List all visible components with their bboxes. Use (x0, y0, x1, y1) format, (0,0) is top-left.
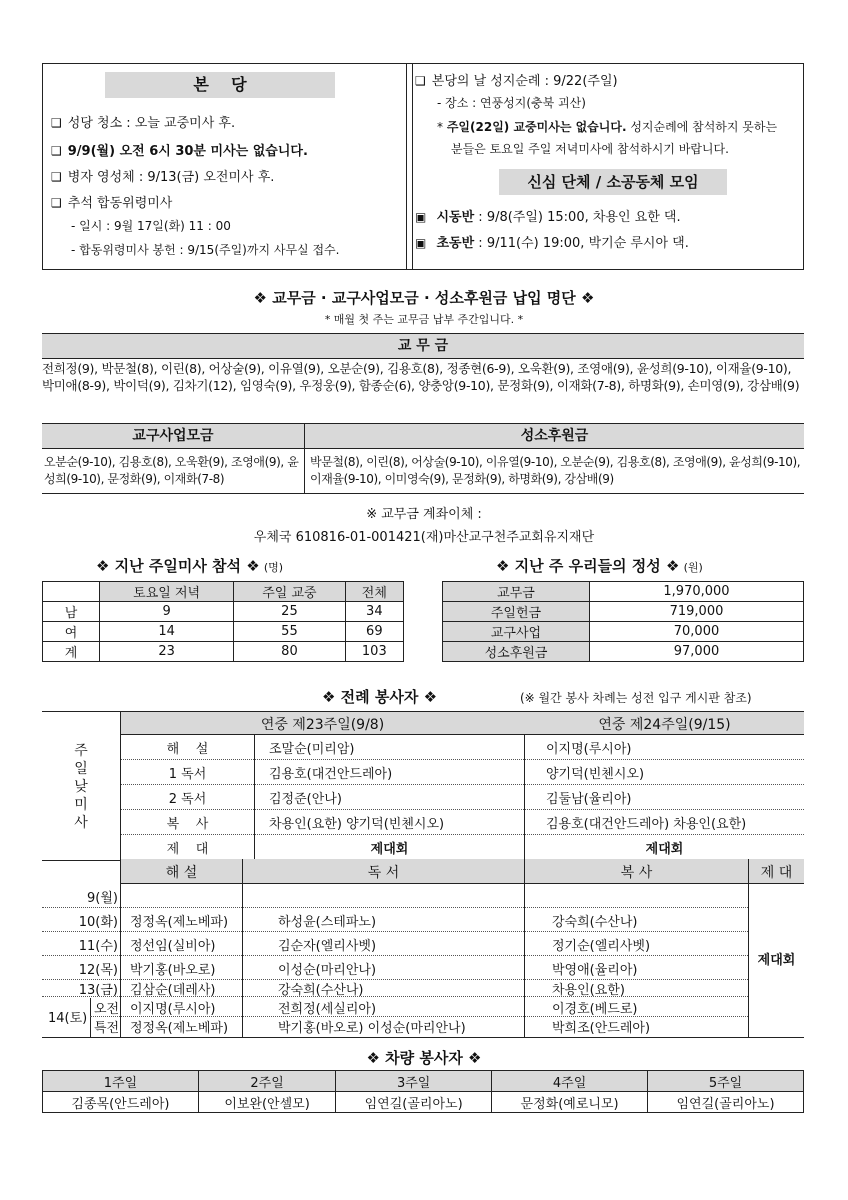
group-chodong (415, 232, 689, 251)
attendance-corner (43, 582, 100, 602)
liturgy-server: 제대회 (370, 842, 409, 857)
saturday-slot: 특전 (94, 1021, 120, 1036)
dues-split-table (42, 423, 804, 494)
attendance-cell: 9 (100, 602, 234, 622)
weekday-header: 복 사 (620, 865, 653, 881)
attendance-cell: 69 (345, 622, 403, 642)
weekday-day: 10(화) (78, 915, 118, 930)
liturgy-server: 양기덕(빈첸시오) (546, 767, 645, 782)
saturday-commentator: 정정옥(제노베파) (130, 1021, 229, 1036)
offerings-label: 성소후원금 (443, 642, 590, 662)
liturgy-row (121, 735, 804, 760)
attendance-cell: 34 (345, 602, 403, 622)
vehicle-week: 5주일 (648, 1071, 804, 1092)
vehicle-week: 1주일 (43, 1071, 199, 1092)
weekday-altar: 제대회 (757, 953, 796, 968)
vehicle-week: 4주일 (492, 1071, 648, 1092)
attendance-col-header: 전체 (345, 582, 403, 602)
parish-title: 본 당 (105, 72, 335, 98)
memorial-offering: - 합동위령미사 봉헌 : 9/15(주일)까지 사무실 접수. (71, 243, 340, 257)
group-sidong (415, 206, 681, 225)
vehicle-week-row (43, 1071, 804, 1092)
pilgrimage-note (437, 118, 777, 135)
vehicle-driver: 이보완(안셀모) (198, 1092, 335, 1113)
account-title: ※ 교무금 계좌이체 : (366, 507, 482, 522)
liturgy-sunday-block (42, 711, 804, 861)
vehicle-driver: 임연길(골리아노) (648, 1092, 804, 1113)
attendance-cell: 25 (234, 602, 345, 622)
liturgy-col2: 연중 제24주일(9/15) (598, 717, 731, 733)
weekday-reader: 하성윤(스테파노) (278, 915, 377, 930)
liturgy-row (121, 835, 804, 859)
group-title: 신심 단체 / 소공동체 모임 (499, 169, 727, 195)
attendance-heading (96, 555, 283, 576)
weekday-commentator: 정정옥(제노베파) (130, 915, 229, 930)
offerings-table (442, 581, 804, 662)
weekday-reader: 김순자(엘리사벳) (278, 939, 377, 954)
attendance-title: ❖ 지난 주일미사 참석 ❖ (96, 557, 260, 575)
pilgrimage-place: - 장소 : 연풍성지(충북 괴산) (437, 96, 586, 110)
vehicle-table (42, 1070, 804, 1113)
vehicle-driver: 문정화(예로니모) (492, 1092, 648, 1113)
attendance-cell: 남 (43, 602, 100, 622)
liturgy-role: 1 독서 (168, 767, 207, 782)
weekday-row (42, 956, 748, 980)
offerings-heading (496, 555, 703, 576)
vehicle-week: 3주일 (336, 1071, 492, 1092)
saturday-commentator: 이지명(루시아) (130, 1002, 216, 1017)
vehicle-title: ❖ 차량 봉사자 ❖ (366, 1049, 482, 1067)
liturgy-server: 차용인(요한) 양기덕(빈첸시오) (269, 817, 445, 832)
liturgy-row (121, 760, 804, 785)
weekday-header: 독 서 (367, 865, 400, 881)
saturday-row (90, 1017, 748, 1036)
saturday-slot: 오전 (94, 1002, 120, 1017)
offerings-amount: 97,000 (590, 642, 804, 662)
diocese-names: 오분순(9-10), 김용호(8), 오욱환(9), 조영애(9), 윤성희(9-10), 문정화(9), 이재화(7-8) (44, 455, 299, 486)
group-text: : 9/8(주일) 15:00, 차용인 요한 댁. (474, 210, 681, 225)
vocation-names: 박문철(8), 이린(8), 어상술(9-10), 이유열(9-10), 오분순(9), 김용호(8), 조영애(9), 윤성희(9-10), 이재율(9-10), 이미영숙(9), 문정화(9), 하명화(9), 강삼배(9) (310, 455, 801, 486)
attendance-table (42, 581, 404, 662)
gyomu-title: 교 무 금 (42, 333, 804, 359)
offerings-title: ❖ 지난 주 우리들의 정성 ❖ (496, 557, 680, 575)
dues-heading: ❖ 교무금 · 교구사업모금 · 성소후원금 납입 명단 ❖ (253, 289, 595, 307)
saturday-row (90, 998, 748, 1017)
weekday-row (42, 980, 748, 997)
liturgy-row (121, 785, 804, 810)
saturday-label: 14(토) (48, 1011, 88, 1026)
notice-cleaning: ❑ 성당 청소 : 오늘 교중미사 후. (51, 112, 235, 131)
offerings-row (443, 622, 804, 642)
group-text: : 9/11(수) 19:00, 박기순 루시아 댁. (474, 236, 689, 251)
vehicle-driver: 김종목(안드레아) (43, 1092, 199, 1113)
offerings-label: 주일헌금 (443, 602, 590, 622)
liturgy-col1: 연중 제23주일(9/8) (260, 717, 385, 733)
parish-notice-box (42, 63, 413, 270)
weekday-row (42, 932, 748, 956)
saturday-server: 이경호(베드로) (552, 1002, 638, 1017)
gyomu-names: 전희정(9), 박문철(8), 이린(8), 어상술(9), 이유열(9), 오분순(9), 김용호(8), 정종현(6-9), 오욱환(9), 조영애(9), 윤성희(9-10), 이재율(9-10), 박미애(8-9), 박이덕(9), 김차기(12), 임영숙(9), 우정웅(9), 함종순(6), 양충앙(9-10), 문정화(9), 이재화(7-8), 하명화(9), 손미영(9), 강삼배(9) (42, 361, 800, 393)
notice-memorial-mass: ❑ 추석 합동위령미사 (51, 192, 172, 211)
weekday-reader: 이성순(마리안나) (278, 963, 377, 978)
vehicle-week: 2주일 (198, 1071, 335, 1092)
liturgy-server: 제대회 (645, 842, 684, 857)
offerings-row (443, 602, 804, 622)
weekday-day: 9(월) (87, 891, 118, 906)
saturday-reader: 전희정(세실리아) (278, 1002, 377, 1017)
weekday-row (42, 908, 748, 932)
divider (748, 859, 749, 1037)
attendance-col-header: 주일 교중 (234, 582, 345, 602)
attendance-cell: 14 (100, 622, 234, 642)
liturgy-server: 김용호(대건안드레아) (269, 767, 393, 782)
liturgy-note: (※ 월간 봉사 차례는 성전 입구 게시판 참조) (520, 691, 752, 705)
offerings-amount: 1,970,000 (590, 582, 804, 602)
liturgy-role: 2 독서 (168, 792, 207, 807)
dues-subnote: * 매월 첫 주는 교무금 납부 주간입니다. * (324, 313, 524, 326)
weekday-header: 해 설 (165, 865, 198, 881)
attendance-cell: 80 (234, 642, 345, 662)
liturgy-role: 복 사 (166, 817, 209, 832)
saturday-server: 박희조(안드레아) (552, 1021, 651, 1036)
offerings-label: 교무금 (443, 582, 590, 602)
attendance-row (43, 602, 404, 622)
liturgy-server: 김둘남(율리아) (546, 792, 632, 807)
vocation-title: 성소후원금 (305, 424, 804, 449)
weekday-reader: 강숙희(수산나) (278, 983, 364, 998)
liturgy-server: 조말순(미리암) (269, 742, 355, 757)
diocese-title: 교구사업모금 (42, 424, 305, 449)
account-text: 우체국 610816-01-001421(재)마산교구천주교회유지재단 (253, 530, 595, 545)
weekday-day: 13(금) (78, 983, 118, 998)
offerings-row (443, 582, 804, 602)
weekday-header: 제 대 (760, 865, 793, 881)
attendance-cell: 55 (234, 622, 345, 642)
sunday-mass-label: 주일낮미사 (74, 743, 88, 831)
note-star: * (437, 120, 443, 134)
weekday-commentator: 김삼순(데레사) (130, 983, 216, 998)
weekday-commentator: 박기홍(바오로) (130, 963, 216, 978)
weekday-row (42, 884, 748, 908)
weekday-server: 강숙희(수산나) (552, 915, 638, 930)
attendance-col-header: 토요일 저녁 (100, 582, 234, 602)
weekday-server: 정기순(엘리사벳) (552, 939, 651, 954)
attendance-row (43, 622, 404, 642)
liturgy-server: 김정준(안나) (269, 792, 342, 807)
offerings-amount: 70,000 (590, 622, 804, 642)
vehicle-driver: 임연길(골리아노) (336, 1092, 492, 1113)
attendance-cell: 여 (43, 622, 100, 642)
attendance-unit: (명) (263, 561, 284, 574)
note-rest: 성지순례에 참석하지 못하는 (626, 120, 778, 134)
attendance-cell: 계 (43, 642, 100, 662)
pilgrimage-date: ❑ 본당의 날 성지순례 : 9/22(주일) (415, 70, 618, 89)
pilgrimage-box (406, 63, 804, 270)
attendance-cell: 23 (100, 642, 234, 662)
weekday-server: 박영애(율리아) (552, 963, 638, 978)
notice-sick-communion: ❑ 병자 영성체 : 9/13(금) 오전미사 후. (51, 166, 274, 185)
liturgy-server: 김용호(대건안드레아) 차용인(요한) (546, 817, 747, 832)
group-name: 초동반 (436, 236, 475, 251)
liturgy-role: 해 설 (166, 742, 209, 757)
attendance-row (43, 642, 404, 662)
liturgy-row (121, 810, 804, 835)
offerings-unit: (원) (683, 561, 703, 574)
group-name: 시동반 (436, 210, 475, 225)
attendance-cell: 103 (345, 642, 403, 662)
weekday-server: 차용인(요한) (552, 983, 625, 998)
offerings-row (443, 642, 804, 662)
memorial-date: - 일시 : 9월 17일(화) 11 : 00 (71, 219, 231, 233)
notice-no-mass: ❑ 9/9(월) 오전 6시 30분 미사는 없습니다. (51, 140, 308, 159)
weekday-day: 11(수) (78, 939, 118, 954)
diocese-divider (304, 448, 305, 494)
liturgy-title: ❖ 전례 봉사자 ❖ (322, 688, 438, 706)
weekday-commentator: 정선임(실비아) (130, 939, 216, 954)
offerings-amount: 719,000 (590, 602, 804, 622)
saturday-reader: 박기홍(바오로) 이성순(마리안나) (278, 1021, 466, 1036)
note-bold: 주일(22일) 교중미사는 없습니다. (446, 120, 627, 134)
offerings-label: 교구사업 (443, 622, 590, 642)
pilgrimage-note-line2: 분들은 토요일 주일 저녁미사에 참석하시기 바랍니다. (451, 142, 729, 156)
vehicle-name-row (43, 1092, 804, 1113)
attendance-header-row (43, 582, 404, 602)
liturgy-weekday-block (42, 859, 804, 1038)
liturgy-server: 이지명(루시아) (546, 742, 632, 757)
weekday-day: 12(목) (78, 963, 118, 978)
liturgy-role: 제 대 (166, 842, 209, 857)
